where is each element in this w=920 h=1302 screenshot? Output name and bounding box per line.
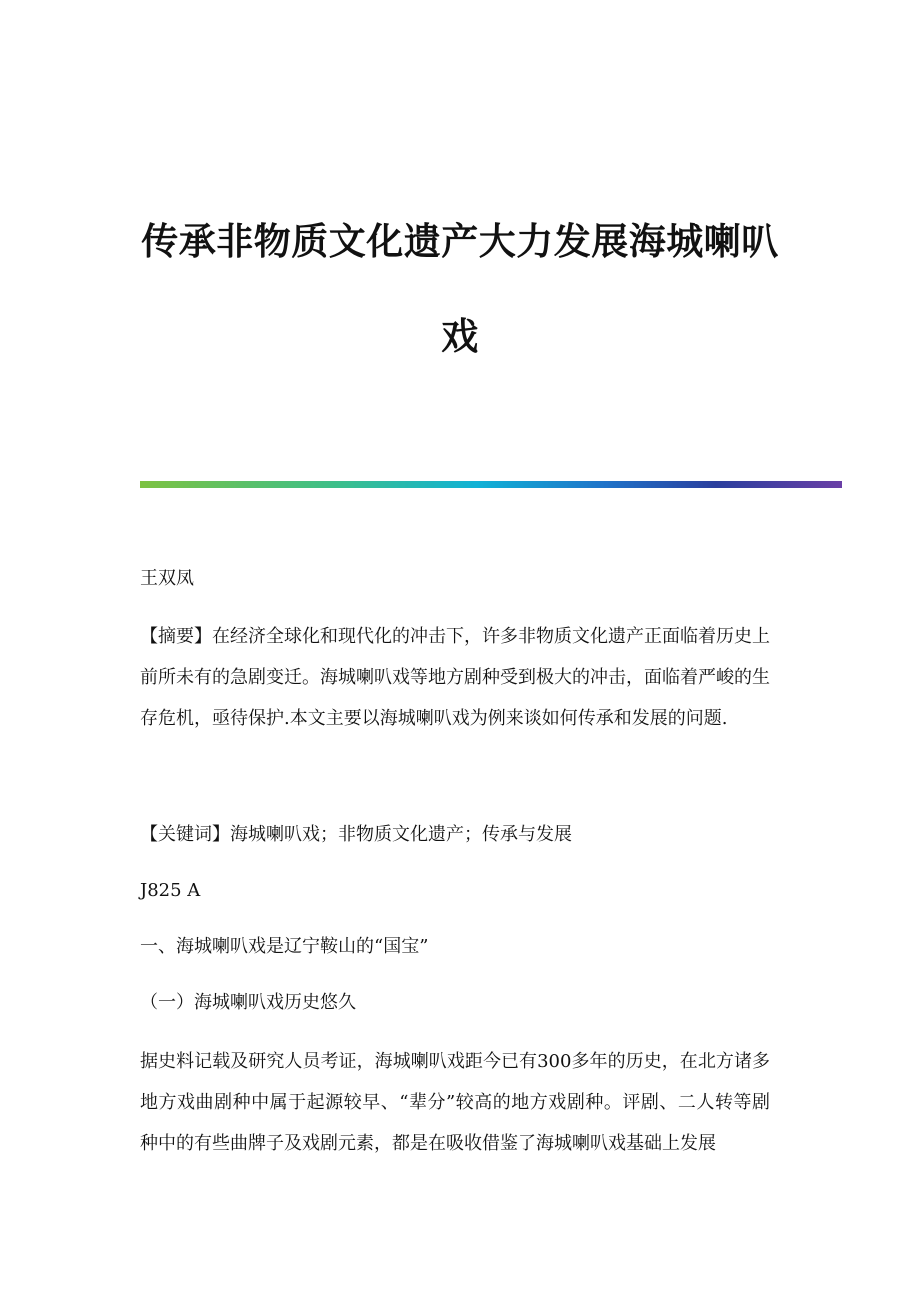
section-heading: 一、海城喇叭戏是辽宁鞍山的“国宝” — [140, 936, 429, 957]
body-paragraph: 据史料记载及研究人员考证，海城喇叭戏距今已有300多年的历史，在北方诸多地方戏曲剧种中属于起源较早、“辈分”较高的地方戏剧种。评剧、二人转等剧种中的有些曲牌子及戏剧元素，都是在吸收借鉴了海城喇叭戏基础上发展 — [140, 1051, 770, 1154]
classification-code: J825 A — [140, 880, 201, 901]
subsection-heading: （一）海城喇叭戏历史悠久 — [140, 992, 356, 1013]
document-title-line-1: 传承非物质文化遗产大力发展海城喇叭 — [141, 219, 779, 263]
keywords-line: 【关键词】海城喇叭戏；非物质文化遗产；传承与发展 — [140, 824, 572, 845]
author-name: 王双凤 — [140, 568, 194, 589]
document-title-line-2: 戏 — [441, 314, 479, 358]
abstract-paragraph: 【摘要】在经济全球化和现代化的冲击下，许多非物质文化遗产正面临着历史上前所未有的急剧变迁。海城喇叭戏等地方剧种受到极大的冲击，面临着严峻的生存危机，亟待保护.本文主要以海城喇叭戏为例来谈如何传承和发展的问题. — [140, 626, 770, 729]
title-divider-bar — [140, 481, 842, 488]
